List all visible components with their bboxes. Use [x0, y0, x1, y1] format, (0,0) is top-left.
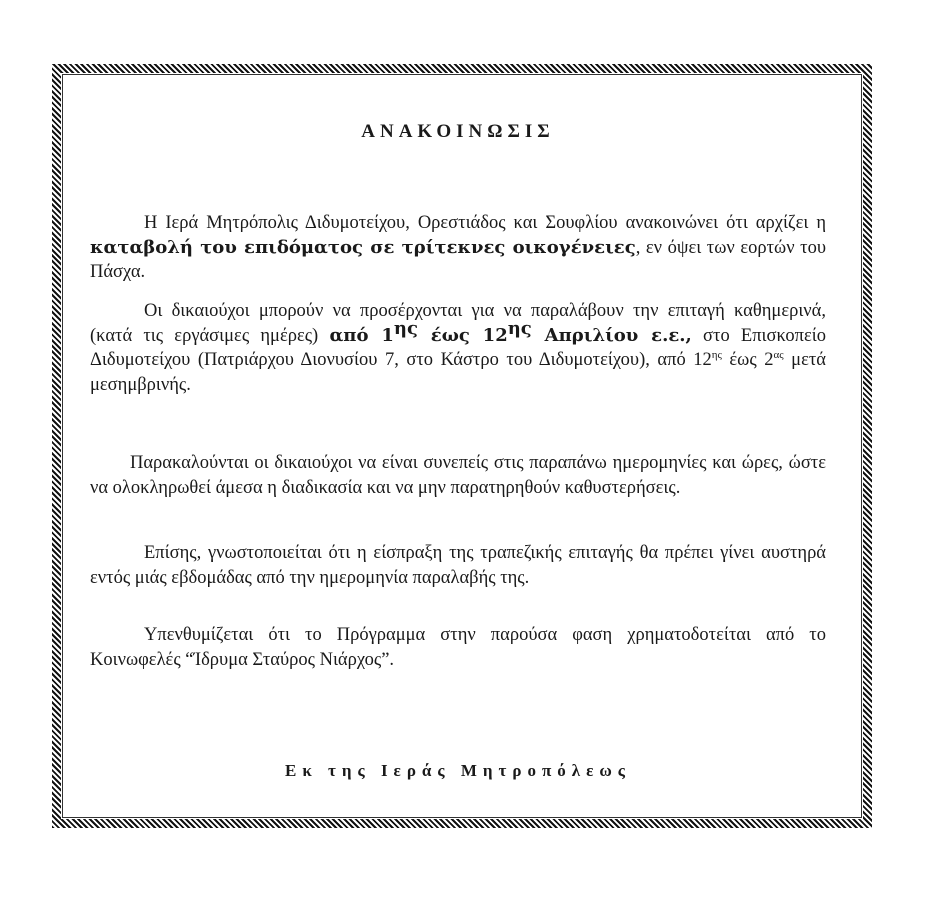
- paragraph-4-text: Επίσης, γνωστοποιείται ότι η είσπραξη της τραπεζικής επιταγής θα πρέπει γίνει αυστηρά εντός μιάς εβδομάδας από την ημερομηνία παραλαβής της.: [90, 543, 826, 588]
- paragraph-2-text-a: Οι δικαιούχοι μπορούν να προσέρχονται για να παραλάβουν την επιταγή καθημερινά, (κατά τις εργάσιμες ημέρες): [90, 301, 826, 346]
- paragraph-1-bold: καταβολή του επιδόματος σε τρίτεκνες οικογένειες: [90, 236, 636, 258]
- paragraph-2-bold-a: από 1: [329, 324, 394, 346]
- paragraph-2-bold-b: έως 12: [417, 324, 508, 346]
- paragraph-1-text-b: , εν όψει των εορτών του Πάσχα.: [90, 237, 826, 282]
- announcement-title: ΑΝΑΚΟΙΝΩΣΙΣ: [361, 121, 555, 142]
- paragraph-2-sup-4: ας: [773, 348, 784, 361]
- paragraph-2-text-c: έως 2: [721, 350, 774, 370]
- paragraph-2-sup-1: ης: [393, 317, 418, 339]
- paragraph-2-text-b: στο Επισκοπείο Διδυμοτείχου (Πατριάρχου Διονυσίου 7, στο Κάστρο του Διδυμοτείχου), από 12: [90, 325, 827, 370]
- paragraph-5-text: Υπενθυμίζεται ότι το Πρόγραμμα στην παρούσα φαση χρηματοδοτείται από το Κοινωφελές “Ίδρυμα Σταύρος Νιάρχος”.: [90, 625, 826, 670]
- decorative-border: [52, 64, 872, 828]
- paragraph-5: [90, 623, 826, 672]
- signature: Εκ της Ιεράς Μητροπόλεως: [285, 761, 631, 780]
- paragraph-1-text-a: Η Ιερά Μητρόπολις Διδυμοτείχου, Ορεστιάδος και Σουφλίου ανακοινώνει ότι αρχίζει η: [144, 213, 826, 233]
- paragraph-4: [90, 541, 826, 590]
- paragraph-2-sup-3: ης: [711, 348, 722, 361]
- border-inner-line: [62, 74, 862, 818]
- paragraph-3: [90, 451, 826, 500]
- paragraph-2-bold-c: Απριλίου ε.ε.,: [531, 324, 692, 346]
- paragraph-2: [90, 299, 826, 397]
- paragraph-3-text: Παρακαλούνται οι δικαιούχοι να είναι συνεπείς στις παραπάνω ημερομηνίες και ώρες, ώστε να ολοκληρωθεί άμεσα η διαδικασία και να μην παρατηρηθούν καθυστερήσεις.: [90, 453, 826, 498]
- paragraph-2-sup-2: ης: [507, 317, 532, 339]
- paragraph-2-text-d: μετά μεσημβρινής.: [90, 350, 826, 395]
- paragraph-1: [90, 211, 826, 285]
